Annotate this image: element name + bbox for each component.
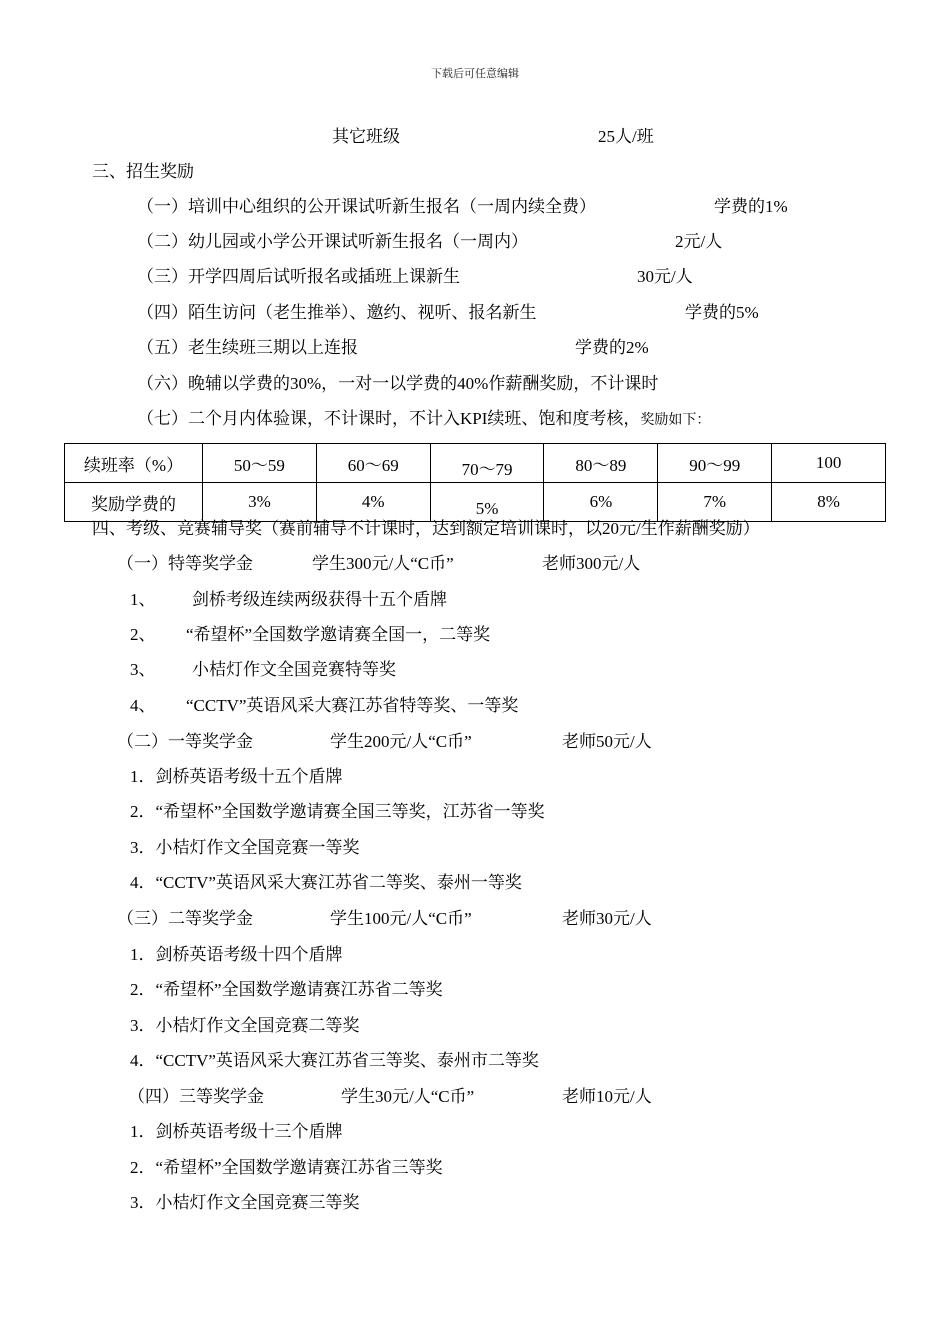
enroll-reward-1: 学费的1% (714, 197, 788, 216)
enroll-item-5: （五）老生续班三期以上连报 (137, 338, 358, 357)
table-cell: 50～59 (203, 444, 317, 483)
enroll-item-1: （一）培训中心组织的公开课试听新生报名（一周内续全费） (137, 197, 596, 216)
table-row (65, 483, 886, 522)
enroll-reward-4: 学费的5% (685, 303, 759, 322)
enroll-reward-2: 2元/人 (675, 232, 723, 251)
award-4-teacher: 老师10元/人 (562, 1087, 652, 1106)
table-cell: 7% (658, 483, 772, 522)
enroll-reward-5: 学费的2% (575, 338, 649, 357)
award-3-item: 4．“CCTV”英语风采大赛江苏省三等奖、泰州市二等奖 (130, 1051, 539, 1070)
table-cell: 3% (203, 483, 317, 522)
section-4-title: 四、考级、竞赛辅导奖（赛前辅导不计课时，达到额定培训课时，以20元/生作薪酬奖励） (92, 519, 760, 538)
award-4-name: （四）三等奖学金 (128, 1087, 264, 1106)
award-1-item-num: 2、 (130, 625, 156, 644)
table-cell: 续班率（%） (65, 444, 203, 483)
award-1-item-num: 3、 (130, 660, 156, 679)
table-row (65, 444, 886, 483)
award-3-item: 1．剑桥英语考级十四个盾牌 (130, 945, 343, 964)
enroll-item-2: （二）幼儿园或小学公开课试听新生报名（一周内） (137, 232, 528, 251)
award-3-teacher: 老师30元/人 (562, 909, 652, 928)
award-1-teacher: 老师300元/人 (542, 554, 641, 573)
award-1-item: “希望杯”全国数学邀请赛全国一，二等奖 (186, 625, 491, 644)
award-3-student: 学生100元/人“C币” (330, 909, 472, 928)
table-cell: 70～79 (430, 444, 544, 483)
award-4-student: 学生30元/人“C币” (341, 1087, 475, 1106)
enroll-item-4: （四）陌生访问（老生推举）、邀约、视听、报名新生 (137, 303, 537, 322)
enroll-reward-3: 30元/人 (637, 267, 693, 286)
award-1-item: 剑桥考级连续两级获得十五个盾牌 (192, 590, 447, 609)
table-cell: 60～69 (316, 444, 430, 483)
enroll-item-6: （六）晚辅以学费的30%，一对一以学费的40%作薪酬奖励，不计课时 (137, 374, 659, 393)
award-2-item: 3．小桔灯作文全国竞赛一等奖 (130, 838, 360, 857)
class-size-value: 25人/班 (598, 127, 654, 146)
table-cell: 6% (544, 483, 658, 522)
table-cell: 8% (772, 483, 886, 522)
enroll-item-7-text: （七）二个月内体验课，不计课时，不计入KPI续班、饱和度考核， (137, 409, 641, 428)
award-4-item: 2．“希望杯”全国数学邀请赛江苏省三等奖 (130, 1158, 443, 1177)
enroll-item-7-note: 奖励如下： (640, 413, 711, 428)
award-2-item: 4．“CCTV”英语风采大赛江苏省二等奖、泰州一等奖 (130, 873, 522, 892)
award-1-item: 小桔灯作文全国竞赛特等奖 (192, 660, 396, 679)
award-1-item: “CCTV”英语风采大赛江苏省特等奖、一等奖 (186, 696, 519, 715)
table-cell: 奖励学费的 (65, 483, 203, 522)
award-1-student: 学生300元/人“C币” (312, 554, 454, 573)
enroll-item-7 (137, 408, 710, 432)
class-size-label: 其它班级 (332, 127, 400, 146)
table-cell: 5% (430, 483, 544, 522)
award-4-item: 3．小桔灯作文全国竞赛三等奖 (130, 1193, 360, 1212)
table-cell: 100 (772, 444, 886, 483)
award-3-item: 3．小桔灯作文全国竞赛二等奖 (130, 1016, 360, 1035)
table-cell: 80～89 (544, 444, 658, 483)
table-cell: 90～99 (658, 444, 772, 483)
award-1-name: （一）特等奖学金 (117, 554, 253, 573)
page-header: 下载后可任意编辑 (431, 67, 519, 80)
award-4-item: 1．剑桥英语考级十三个盾牌 (130, 1122, 343, 1141)
award-2-teacher: 老师50元/人 (562, 732, 652, 751)
award-1-item-num: 1、 (130, 590, 156, 609)
section-3-title: 三、招生奖励 (92, 162, 194, 181)
award-2-item: 1．剑桥英语考级十五个盾牌 (130, 767, 343, 786)
award-2-item: 2．“希望杯”全国数学邀请赛全国三等奖，江苏省一等奖 (130, 802, 545, 821)
enroll-item-3: （三）开学四周后试听报名或插班上课新生 (137, 267, 460, 286)
award-3-name: （三）二等奖学金 (117, 909, 253, 928)
table-cell: 4% (316, 483, 430, 522)
award-2-name: （二）一等奖学金 (117, 732, 253, 751)
renewal-reward-table (64, 443, 886, 522)
award-3-item: 2．“希望杯”全国数学邀请赛江苏省二等奖 (130, 980, 443, 999)
award-2-student: 学生200元/人“C币” (330, 732, 472, 751)
award-1-item-num: 4、 (130, 696, 156, 715)
